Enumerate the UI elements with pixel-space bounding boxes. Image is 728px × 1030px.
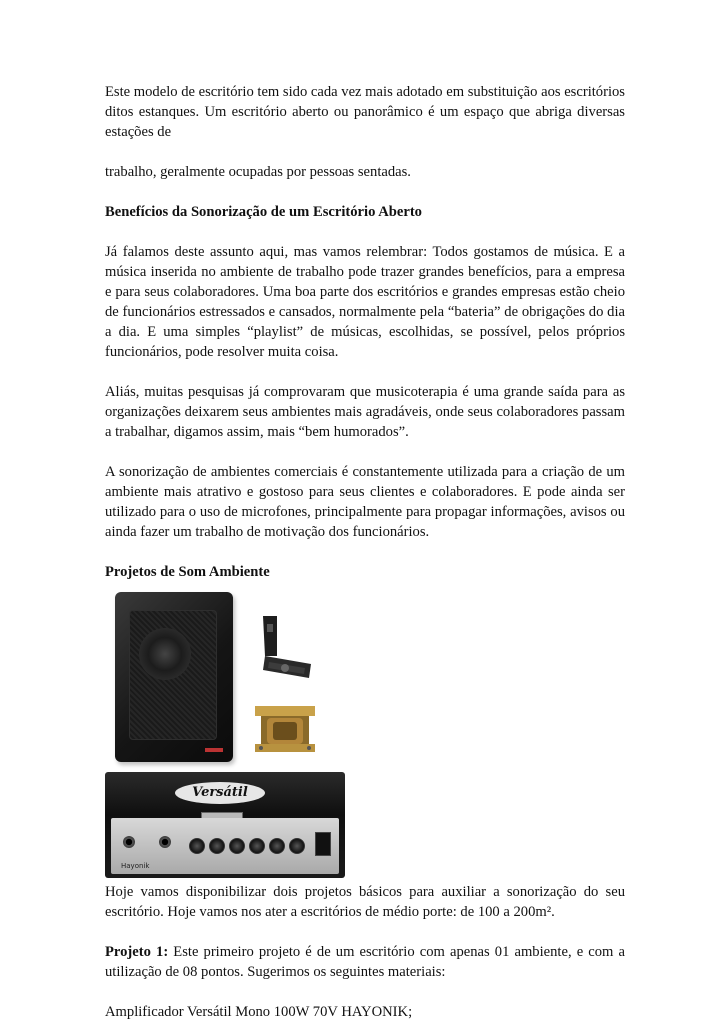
transformer-image [251, 700, 319, 758]
paragraph-intro-continued: trabalho, geralmente ocupadas por pessoas sentadas. [105, 164, 411, 180]
paragraph-music: Já falamos deste assunto aqui, mas vamos relembrar: Todos gostamos de música. E a música inserida no ambiente de trabalho pode trazer grandes benefícios, para a empresa e para seus colaboradores. Uma boa parte dos escritórios e grandes empresas estão cheio de funcionários estressados e cansados, normalmente pela “bateria” de obrigações do dia a dia. E uma simples “playlist” de músicas, escolhidas, se possível, pelos próprios funcionários, pode resolver muita coisa. [105, 244, 625, 360]
project-1-text: Este primeiro projeto é de um escritório com apenas 01 ambiente, e com a utilização de 08 pontos. Sugerimos os seguintes materiais: [105, 944, 625, 980]
equipment-photo [105, 592, 625, 882]
amplifier-caption: Hayonik [121, 862, 150, 870]
paragraph-project-1 [105, 942, 625, 982]
paragraph-intro: Este modelo de escritório tem sido cada vez mais adotado em substituição aos escritórios ditos estanques. Um escritório aberto ou panorâmico é um espaço que abriga diversas estações de [105, 84, 625, 140]
amplifier-image [105, 772, 345, 878]
paragraph-research: Aliás, muitas pesquisas já comprovaram que musicoterapia é uma grande saída para as organizações deixarem seus ambientes mais agradáveis, onde seus colaboradores passam a trabalhar, digamos assim, mais “bem humorados”. [105, 384, 625, 440]
document-page [105, 82, 625, 1022]
speaker-box-image [115, 592, 233, 762]
heading-benefits: Benefícios da Sonorização de um Escritório Aberto [105, 204, 422, 220]
project-1-label: Projeto 1: [105, 944, 169, 960]
wall-bracket-image [255, 612, 315, 692]
paragraph-projects-intro: Hoje vamos disponibilizar dois projetos básicos para auxiliar a sonorização do seu escritório. Hoje vamos nos ater a escritórios de médio porte: de 100 a 200m². [105, 884, 625, 920]
heading-projects: Projetos de Som Ambiente [105, 564, 270, 580]
paragraph-commercial: A sonorização de ambientes comerciais é constantemente utilizada para a criação de um ambiente mais atrativo e gostoso para seus clientes e colaboradores. E pode ainda ser utilizado para o uso de microfones, principalmente para propagar informações, avisos ou ainda fazer um trabalho de motivação dos funcionários. [105, 464, 625, 540]
amplifier-logo: Versátil [175, 782, 265, 804]
paragraph-amplifier-item: Amplificador Versátil Mono 100W 70V HAYONIK; [105, 1004, 413, 1020]
